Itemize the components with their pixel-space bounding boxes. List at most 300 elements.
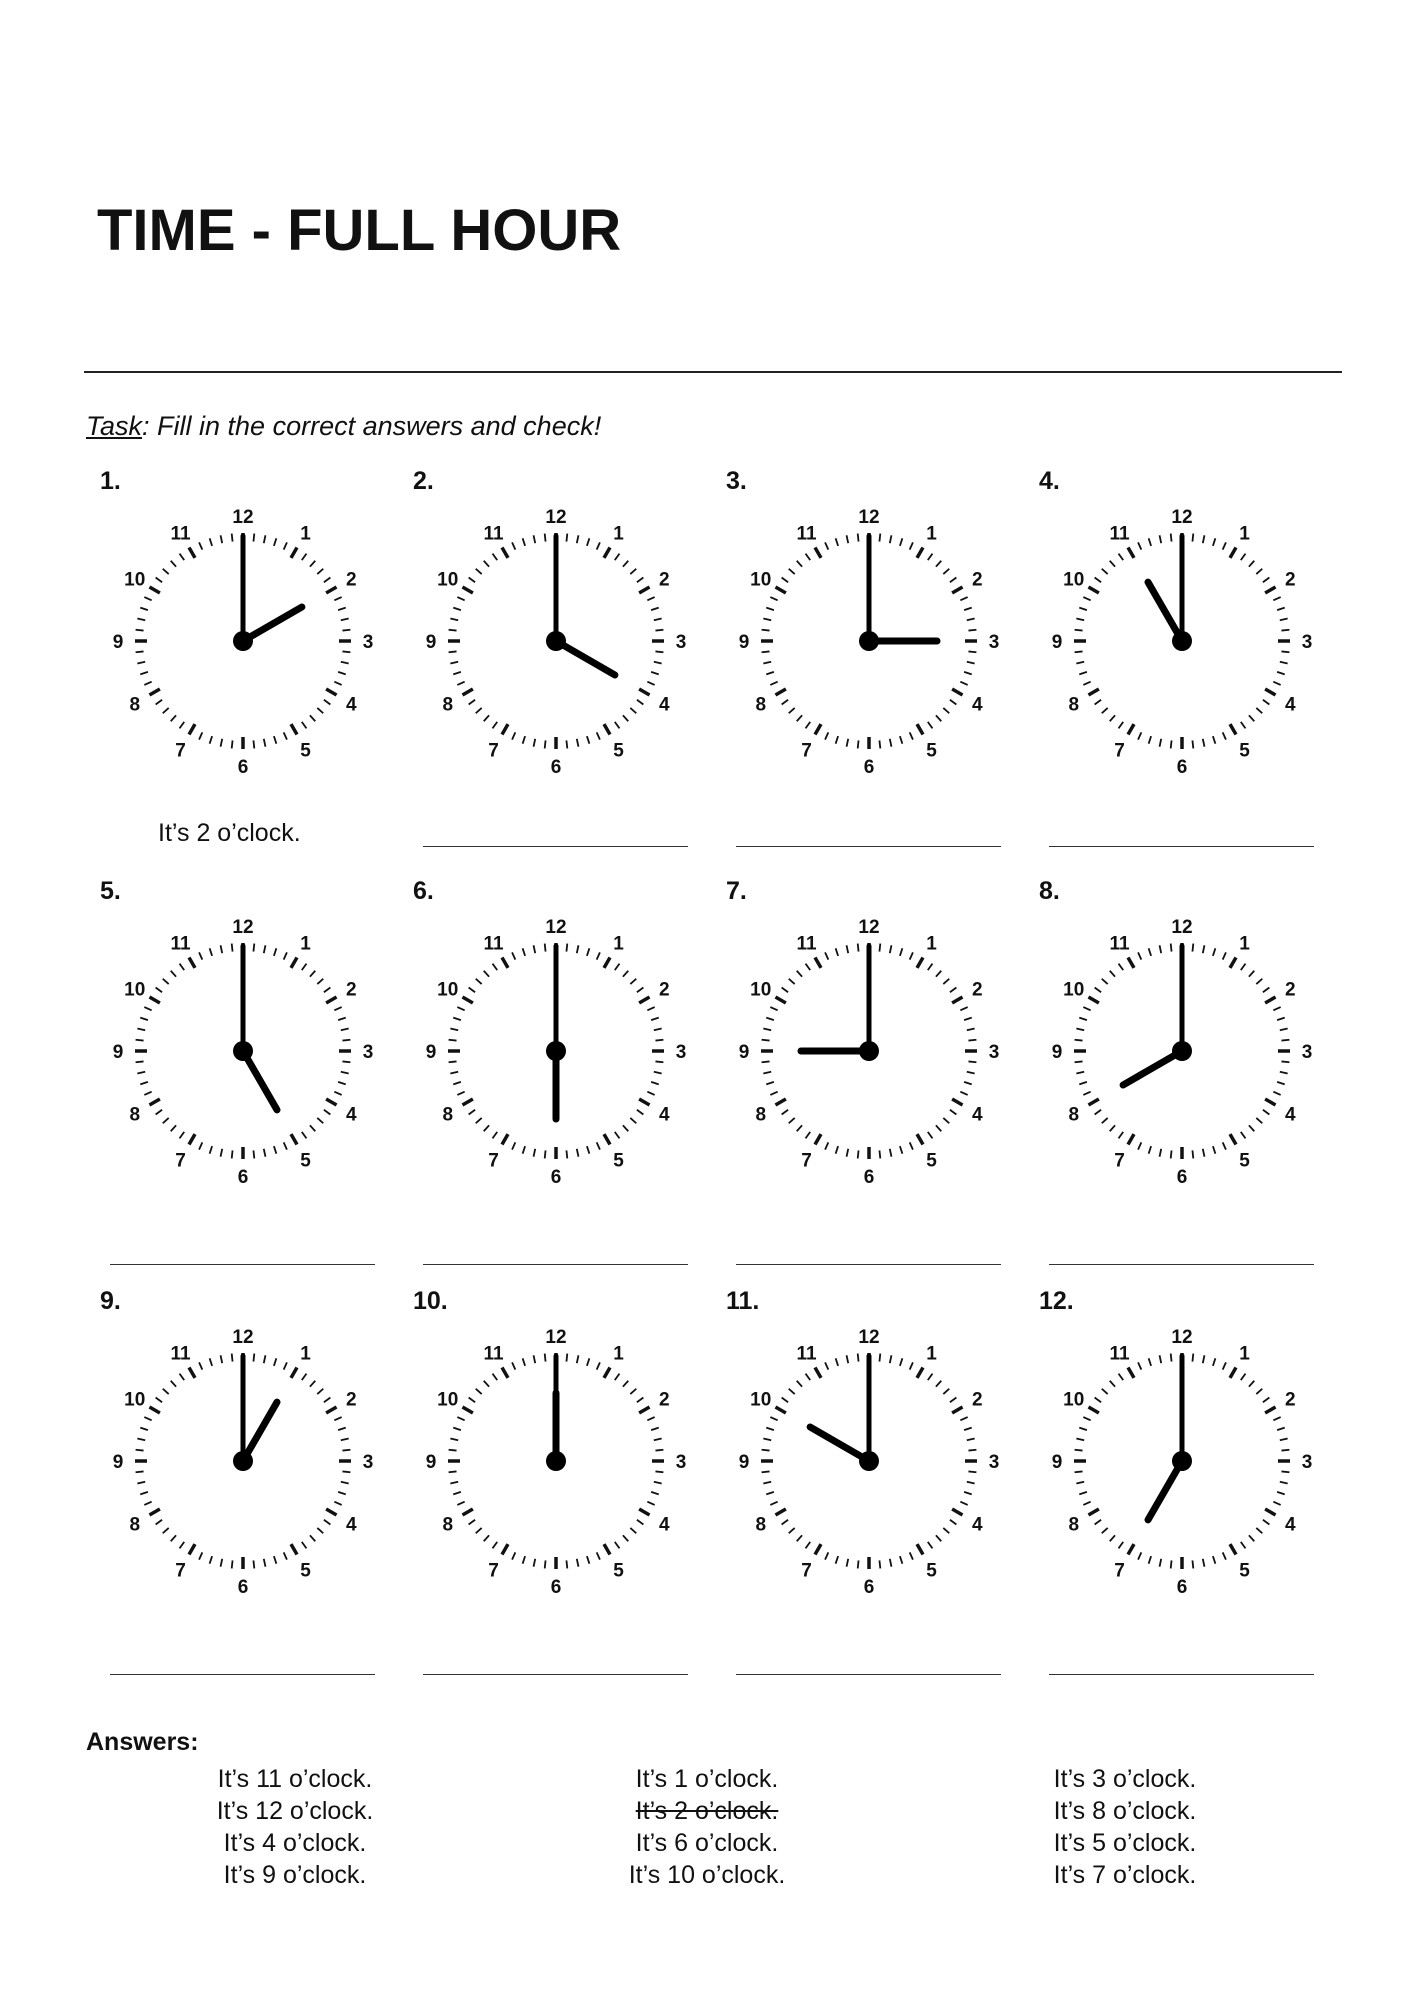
- minute-tick: [264, 739, 266, 747]
- minute-tick: [449, 1450, 457, 1451]
- clock-number: 6: [237, 757, 249, 778]
- minute-tick: [1079, 1492, 1087, 1494]
- minute-tick: [317, 1528, 323, 1533]
- clock-number: 5: [926, 740, 937, 762]
- minute-tick: [1160, 1149, 1162, 1157]
- minute-tick: [789, 1118, 795, 1123]
- answer-blank[interactable]: [423, 846, 688, 847]
- minute-tick: [910, 1142, 913, 1149]
- minute-tick: [1273, 682, 1280, 685]
- minute-tick: [637, 988, 643, 993]
- minute-tick: [1138, 1142, 1141, 1149]
- answer-column: [527, 1763, 887, 1891]
- clock-number: 8: [755, 694, 767, 716]
- answer-blank[interactable]: [736, 1264, 1001, 1265]
- clock-number: 12: [858, 917, 880, 938]
- clock-number: 10: [750, 979, 772, 1001]
- hour-tick: [815, 547, 821, 557]
- clock-number: 4: [971, 1104, 983, 1126]
- minute-tick: [766, 608, 774, 610]
- answers-title: Answers:: [86, 1728, 199, 1756]
- clock-number: 7: [488, 1560, 499, 1582]
- clock-number: 11: [796, 1343, 817, 1365]
- clock-item: [1039, 466, 1339, 866]
- minute-tick: [950, 700, 956, 705]
- clock-number: 1: [1239, 523, 1250, 545]
- minute-tick: [334, 1502, 341, 1505]
- clock-number: 1: [613, 1343, 624, 1365]
- minute-tick: [284, 1142, 287, 1149]
- minute-tick: [587, 538, 589, 546]
- minute-tick: [910, 1552, 913, 1559]
- minute-tick: [967, 1482, 975, 1484]
- minute-tick: [476, 1118, 482, 1123]
- minute-tick: [1213, 736, 1215, 744]
- minute-tick: [1263, 988, 1269, 993]
- answer-option: It’s 1 o’clock.: [635, 1765, 779, 1793]
- minute-tick: [762, 651, 770, 652]
- clock-number: 10: [437, 979, 459, 1001]
- minute-tick: [199, 732, 202, 739]
- clock-number: 9: [425, 1452, 437, 1473]
- hour-tick: [1088, 689, 1098, 695]
- clock-number: 4: [971, 1514, 983, 1536]
- clock-number: 6: [550, 1577, 562, 1598]
- minute-tick: [493, 722, 498, 728]
- clock-number: 4: [1284, 694, 1296, 716]
- minute-tick: [789, 979, 795, 984]
- hour-hand: [1123, 1051, 1182, 1085]
- hour-tick: [639, 1407, 649, 1413]
- clock-number: 6: [863, 1167, 875, 1188]
- minute-tick: [762, 1061, 770, 1062]
- minute-tick: [879, 740, 880, 748]
- minute-tick: [1241, 722, 1246, 728]
- minute-tick: [469, 578, 475, 583]
- clock-number: 6: [237, 1167, 249, 1188]
- minute-tick: [284, 1552, 287, 1559]
- analog-clock: [1042, 501, 1322, 781]
- hour-tick: [291, 547, 297, 557]
- hour-tick: [775, 689, 785, 695]
- minute-tick: [936, 1125, 941, 1131]
- minute-tick: [806, 554, 811, 560]
- task-instruction: [86, 408, 601, 444]
- minute-tick: [637, 700, 643, 705]
- minute-tick: [210, 1358, 212, 1366]
- minute-tick: [766, 1018, 774, 1020]
- answer-blank[interactable]: [423, 1264, 688, 1265]
- minute-tick: [449, 651, 457, 652]
- minute-tick: [615, 1132, 620, 1138]
- minute-tick: [1213, 1146, 1215, 1154]
- clock-number: 4: [345, 694, 357, 716]
- minute-tick: [156, 1520, 162, 1525]
- minute-tick: [1095, 578, 1101, 583]
- minute-tick: [1263, 578, 1269, 583]
- minute-tick: [1110, 971, 1115, 977]
- clock-number: 10: [1063, 569, 1085, 591]
- minute-tick: [342, 651, 350, 652]
- minute-tick: [1110, 1125, 1115, 1131]
- minute-tick: [936, 971, 941, 977]
- minute-tick: [342, 1450, 350, 1451]
- minute-tick: [450, 662, 458, 664]
- minute-tick: [493, 1132, 498, 1138]
- clock-item: [100, 1286, 400, 1686]
- answer-blank[interactable]: [1049, 1264, 1314, 1265]
- clock-number: 3: [362, 1042, 374, 1063]
- minute-tick: [171, 971, 176, 977]
- minute-tick: [836, 736, 838, 744]
- minute-tick: [763, 1482, 771, 1484]
- minute-tick: [156, 700, 162, 705]
- minute-tick: [587, 736, 589, 744]
- hour-tick: [604, 1134, 610, 1144]
- minute-tick: [180, 964, 185, 970]
- minute-tick: [199, 1362, 202, 1369]
- clock-number: 3: [675, 1042, 687, 1063]
- hour-tick: [952, 587, 962, 593]
- minute-tick: [900, 948, 902, 956]
- minute-tick: [1095, 1398, 1101, 1403]
- answer-blank[interactable]: [1049, 846, 1314, 847]
- clock-number: 5: [926, 1560, 937, 1582]
- answer-blank[interactable]: [736, 846, 1001, 847]
- minute-tick: [1075, 1450, 1083, 1451]
- minute-tick: [566, 740, 567, 748]
- clock-item-number: 1.: [100, 467, 121, 495]
- clock-item: [413, 466, 713, 866]
- clock-number: 8: [755, 1514, 767, 1536]
- clock-number: 8: [1068, 1104, 1080, 1126]
- hour-tick: [1265, 1099, 1275, 1105]
- minute-tick: [338, 1428, 346, 1430]
- minute-tick: [623, 1381, 628, 1387]
- minute-tick: [1076, 619, 1084, 621]
- minute-tick: [890, 739, 892, 747]
- minute-tick: [1241, 554, 1246, 560]
- clock-number: 3: [675, 1452, 687, 1473]
- minute-tick: [797, 1381, 802, 1387]
- minute-tick: [1079, 1018, 1087, 1020]
- minute-tick: [858, 1560, 859, 1568]
- minute-tick: [797, 1125, 802, 1131]
- minute-tick: [136, 651, 144, 652]
- minute-tick: [900, 1146, 902, 1154]
- hour-tick: [462, 997, 472, 1003]
- minute-tick: [789, 1528, 795, 1533]
- clock-number: 8: [129, 694, 141, 716]
- minute-tick: [545, 1150, 546, 1158]
- minute-tick: [342, 1471, 350, 1472]
- minute-tick: [1273, 1417, 1280, 1420]
- minute-tick: [651, 608, 659, 610]
- clock-number: 3: [988, 1452, 1000, 1473]
- minute-tick: [1138, 1362, 1141, 1369]
- minute-tick: [928, 722, 933, 728]
- minute-tick: [630, 708, 636, 713]
- answer-blank[interactable]: [110, 1264, 375, 1265]
- minute-tick: [950, 988, 956, 993]
- answer-blank[interactable]: [1049, 1674, 1314, 1675]
- analog-clock: [729, 911, 1009, 1191]
- minute-tick: [1110, 715, 1115, 721]
- clock-number: 2: [971, 979, 983, 1001]
- minute-tick: [1241, 1542, 1246, 1548]
- minute-tick: [140, 1428, 148, 1430]
- minute-tick: [1273, 597, 1280, 600]
- minute-tick: [647, 1092, 654, 1095]
- minute-tick: [1256, 1118, 1262, 1123]
- minute-tick: [171, 1125, 176, 1131]
- minute-tick: [597, 542, 600, 549]
- minute-tick: [453, 1428, 461, 1430]
- minute-tick: [163, 1389, 169, 1394]
- minute-tick: [1280, 1439, 1288, 1441]
- clock-number: 8: [1068, 1514, 1080, 1536]
- minute-tick: [587, 1146, 589, 1154]
- clock-number: 10: [437, 1389, 459, 1411]
- minute-tick: [253, 1150, 254, 1158]
- task-label: Task: [86, 411, 143, 441]
- minute-tick: [140, 608, 148, 610]
- minute-tick: [623, 1535, 628, 1541]
- minute-tick: [825, 1362, 828, 1369]
- minute-tick: [210, 538, 212, 546]
- minute-tick: [1223, 732, 1226, 739]
- minute-tick: [836, 1358, 838, 1366]
- minute-tick: [936, 561, 941, 567]
- clock-number: 2: [1284, 569, 1296, 591]
- minute-tick: [1110, 561, 1115, 567]
- minute-tick: [310, 561, 315, 567]
- minute-tick: [647, 597, 654, 600]
- minute-tick: [1160, 1559, 1162, 1567]
- clock-number: 8: [129, 1104, 141, 1126]
- minute-tick: [338, 672, 346, 674]
- minute-tick: [789, 569, 795, 574]
- minute-tick: [1160, 1355, 1162, 1363]
- minute-tick: [274, 736, 276, 744]
- minute-tick: [1277, 672, 1285, 674]
- minute-tick: [900, 1358, 902, 1366]
- minute-tick: [770, 1092, 777, 1095]
- hour-tick: [775, 1407, 785, 1413]
- minute-tick: [950, 1110, 956, 1115]
- hour-tick: [189, 724, 195, 734]
- answer-column: [115, 1763, 475, 1891]
- answer-blank[interactable]: [736, 1674, 1001, 1675]
- hour-tick: [462, 1407, 472, 1413]
- minute-tick: [1079, 1082, 1087, 1084]
- minute-tick: [144, 1092, 151, 1095]
- minute-tick: [797, 971, 802, 977]
- answer-option: It’s 5 o’clock.: [1053, 1829, 1197, 1857]
- minute-tick: [597, 732, 600, 739]
- minute-tick: [523, 1146, 525, 1154]
- minute-tick: [324, 1110, 330, 1115]
- minute-tick: [1281, 651, 1289, 652]
- minute-tick: [545, 1560, 546, 1568]
- minute-tick: [1083, 1502, 1090, 1505]
- minute-tick: [341, 1072, 349, 1074]
- minute-tick: [1281, 630, 1289, 631]
- minute-tick: [1138, 952, 1141, 959]
- minute-tick: [449, 1471, 457, 1472]
- minute-tick: [1102, 1389, 1108, 1394]
- minute-tick: [943, 569, 949, 574]
- hour-tick: [639, 1509, 649, 1515]
- minute-tick: [523, 1358, 525, 1366]
- minute-tick: [324, 988, 330, 993]
- analog-clock: [729, 1321, 1009, 1601]
- clock-number: 12: [858, 1327, 880, 1348]
- minute-tick: [797, 1535, 802, 1541]
- clock-item-number: 11.: [726, 1287, 760, 1315]
- minute-tick: [1249, 1125, 1254, 1131]
- clock-number: 7: [801, 1150, 812, 1172]
- clock-number: 7: [488, 1150, 499, 1172]
- minute-tick: [1223, 1552, 1226, 1559]
- hour-tick: [639, 1099, 649, 1105]
- hour-tick: [1230, 1367, 1236, 1377]
- clock-number: 11: [796, 933, 817, 955]
- clock-number: 11: [1109, 1343, 1130, 1365]
- clock-item-number: 8.: [1039, 877, 1060, 905]
- minute-tick: [545, 740, 546, 748]
- clock-number: 11: [483, 1343, 504, 1365]
- clock-item: [413, 1286, 713, 1686]
- minute-tick: [534, 739, 536, 747]
- minute-tick: [782, 1398, 788, 1403]
- hour-tick: [149, 1407, 159, 1413]
- minute-tick: [1273, 1007, 1280, 1010]
- minute-tick: [1192, 1150, 1193, 1158]
- minute-tick: [566, 534, 567, 542]
- clock-number: 3: [362, 1452, 374, 1473]
- minute-tick: [1119, 1542, 1124, 1548]
- clock-number: 5: [613, 740, 624, 762]
- clock-number: 2: [971, 1389, 983, 1411]
- hour-tick: [604, 547, 610, 557]
- minute-tick: [630, 569, 636, 574]
- minute-tick: [457, 1007, 464, 1010]
- minute-tick: [1083, 1417, 1090, 1420]
- minute-tick: [763, 662, 771, 664]
- minute-tick: [310, 1535, 315, 1541]
- minute-tick: [858, 534, 859, 542]
- clock-center: [233, 1451, 253, 1471]
- minute-tick: [171, 561, 176, 567]
- minute-tick: [163, 1528, 169, 1533]
- minute-tick: [879, 534, 880, 542]
- clock-center: [233, 1041, 253, 1061]
- minute-tick: [1281, 1061, 1289, 1062]
- minute-tick: [847, 1355, 849, 1363]
- minute-tick: [334, 682, 341, 685]
- minute-tick: [317, 1118, 323, 1123]
- hour-tick: [149, 689, 159, 695]
- minute-tick: [334, 1417, 341, 1420]
- minute-tick: [171, 715, 176, 721]
- minute-tick: [1171, 944, 1172, 952]
- minute-tick: [484, 971, 489, 977]
- clock-center: [859, 1041, 879, 1061]
- minute-tick: [782, 1110, 788, 1115]
- minute-tick: [762, 1450, 770, 1451]
- clock-item-number: 4.: [1039, 467, 1060, 495]
- answer-blank[interactable]: [423, 1674, 688, 1675]
- minute-tick: [647, 682, 654, 685]
- clock-number: 1: [1239, 1343, 1250, 1365]
- minute-tick: [1213, 538, 1215, 546]
- minute-tick: [630, 979, 636, 984]
- minute-tick: [858, 1150, 859, 1158]
- minute-tick: [545, 944, 546, 952]
- minute-tick: [1192, 740, 1193, 748]
- minute-tick: [782, 988, 788, 993]
- hour-tick: [1265, 1407, 1275, 1413]
- clock-number: 10: [750, 569, 772, 591]
- task-text: : Fill in the correct answers and check!: [142, 411, 602, 441]
- answer-option-used: It’s 2 o’clock.: [635, 1797, 779, 1825]
- minute-tick: [1138, 732, 1141, 739]
- minute-tick: [144, 1417, 151, 1420]
- minute-tick: [264, 1355, 266, 1363]
- minute-tick: [1149, 736, 1151, 744]
- minute-tick: [782, 700, 788, 705]
- minute-tick: [476, 1528, 482, 1533]
- minute-tick: [1256, 979, 1262, 984]
- minute-tick: [457, 1092, 464, 1095]
- minute-tick: [847, 1149, 849, 1157]
- answer-blank[interactable]: [110, 1674, 375, 1675]
- minute-tick: [232, 1560, 233, 1568]
- minute-tick: [1277, 1428, 1285, 1430]
- minute-tick: [597, 1552, 600, 1559]
- clock-number: 3: [1301, 1452, 1313, 1473]
- hour-tick: [952, 689, 962, 695]
- minute-tick: [763, 1029, 771, 1031]
- minute-tick: [171, 1381, 176, 1387]
- minute-tick: [1102, 569, 1108, 574]
- clock-number: 6: [863, 1577, 875, 1598]
- hour-tick: [326, 587, 336, 593]
- minute-tick: [1171, 534, 1172, 542]
- hour-hand: [243, 607, 302, 641]
- minute-tick: [1280, 662, 1288, 664]
- minute-tick: [1249, 1381, 1254, 1387]
- minute-tick: [136, 1450, 144, 1451]
- minute-tick: [1102, 1118, 1108, 1123]
- minute-tick: [1083, 682, 1090, 685]
- clock-number: 1: [926, 1343, 937, 1365]
- minute-tick: [825, 952, 828, 959]
- minute-tick: [964, 1082, 972, 1084]
- hour-tick: [502, 957, 508, 967]
- minute-tick: [1149, 1146, 1151, 1154]
- minute-tick: [317, 979, 323, 984]
- clock-number: 5: [1239, 1560, 1250, 1582]
- minute-tick: [341, 1439, 349, 1441]
- hour-tick: [291, 1544, 297, 1554]
- minute-tick: [338, 1492, 346, 1494]
- minute-tick: [789, 708, 795, 713]
- minute-tick: [449, 1040, 457, 1041]
- minute-tick: [264, 1559, 266, 1567]
- hour-tick: [149, 1509, 159, 1515]
